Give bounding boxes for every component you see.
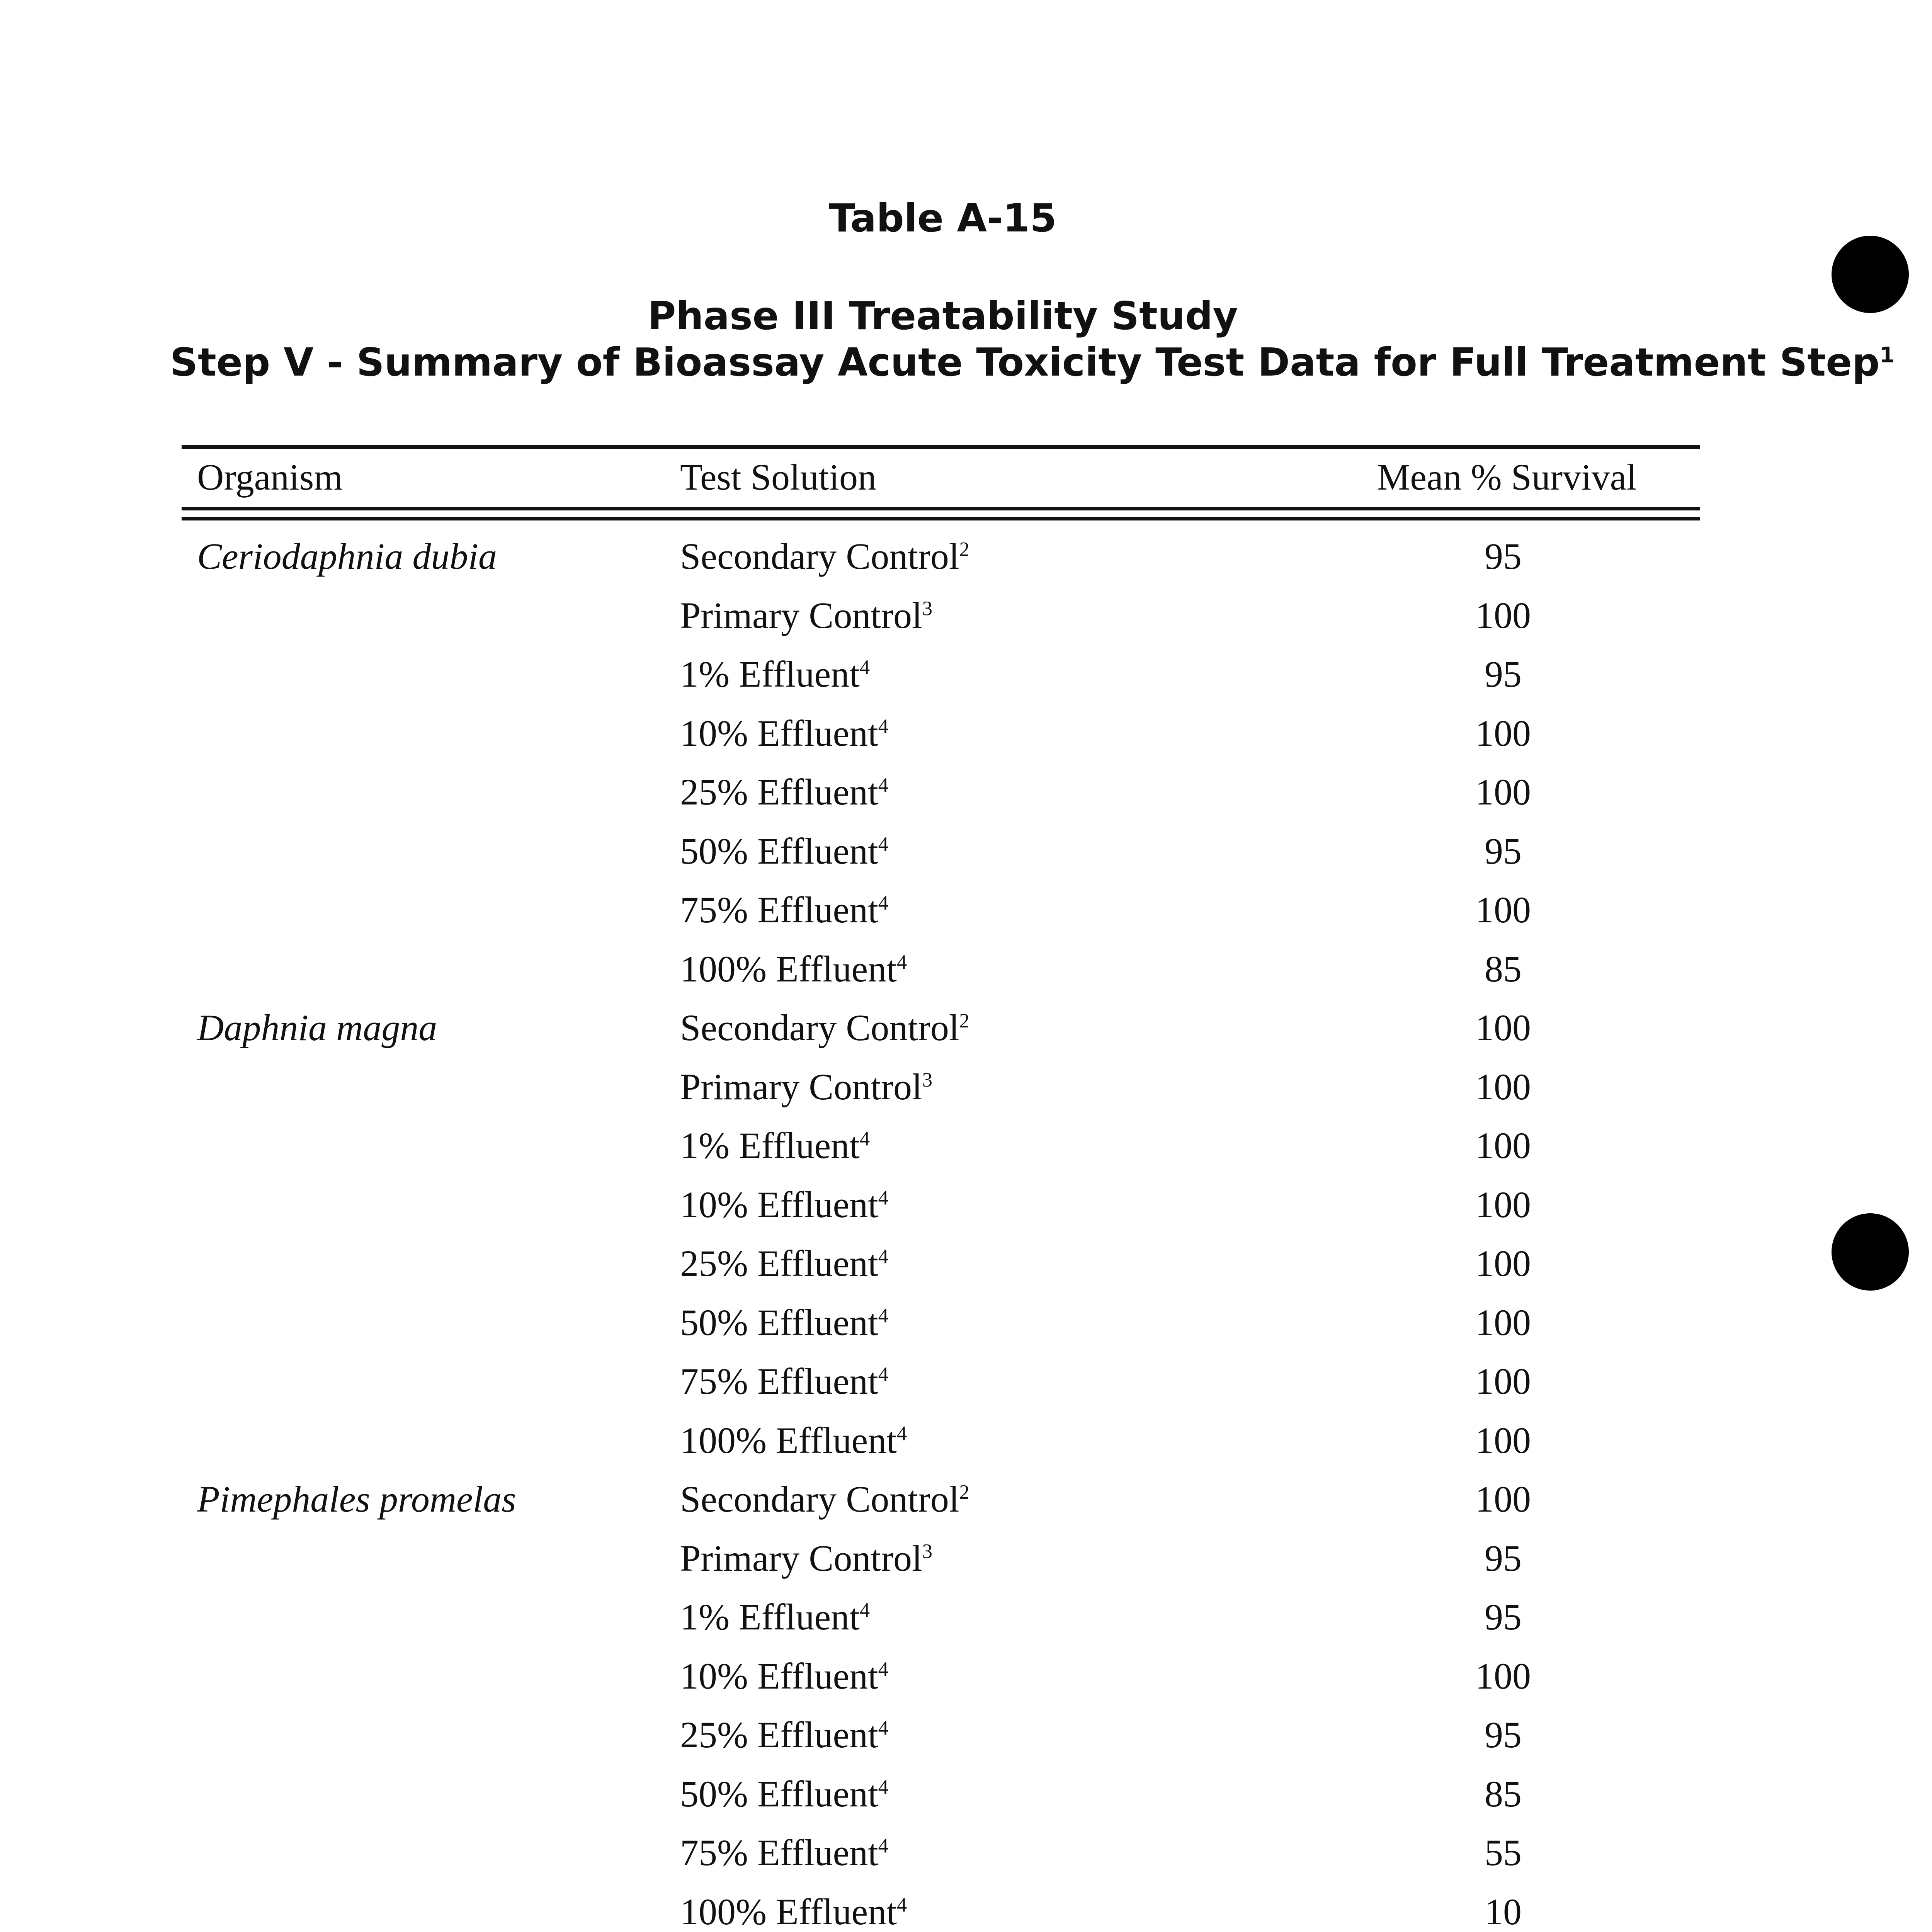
phase-title: Phase III Treatability Study (648, 293, 1238, 338)
table-number: Table A-15 (829, 196, 1057, 241)
test-solution-text: 50% Effluent (680, 830, 878, 872)
survival-cell: 95 (1485, 653, 1522, 695)
table-row (182, 649, 1700, 708)
table-row (182, 1238, 1700, 1298)
organism-cell: Daphnia magna (197, 1007, 437, 1048)
footnote-marker: 4 (896, 1893, 907, 1916)
table-row (182, 1474, 1700, 1533)
table-row (182, 885, 1700, 944)
test-solution-text: Secondary Control (680, 1007, 959, 1048)
footnote-marker: 4 (878, 1363, 889, 1386)
test-solution-text: Primary Control (680, 1537, 922, 1579)
footnote-marker: 4 (878, 1835, 889, 1857)
survival-cell: 95 (1485, 1714, 1522, 1755)
survival-cell: 100 (1475, 712, 1531, 754)
footnote-marker: 4 (878, 1186, 889, 1209)
test-solution-text: Secondary Control (680, 1478, 959, 1520)
column-header-test-solution: Test Solution (680, 456, 876, 498)
survival-cell: 95 (1485, 1596, 1522, 1638)
test-solution-cell (680, 1180, 888, 1230)
step-title (170, 338, 1895, 386)
survival-cell: 100 (1475, 1007, 1531, 1048)
test-solution-text: 1% Effluent (680, 1596, 860, 1638)
footnote-marker: 2 (959, 538, 969, 561)
test-solution-text: Primary Control (680, 1066, 922, 1107)
table-row (182, 1415, 1700, 1475)
survival-cell: 95 (1485, 536, 1522, 577)
footnote-marker: 4 (878, 1658, 889, 1680)
footnote-marker: 4 (878, 715, 889, 738)
test-solution-cell (680, 1474, 969, 1524)
test-solution-text: 10% Effluent (680, 712, 878, 754)
footnote-marker: 3 (922, 1068, 933, 1091)
test-solution-cell (680, 1710, 888, 1760)
table-row (182, 1887, 1700, 1932)
table-row (182, 1003, 1700, 1062)
table-row (182, 767, 1700, 826)
step-title-text: Step V - Summary of Bioassay Acute Toxicity Test Data for Full Treatment Step (170, 340, 1880, 385)
test-solution-text: 50% Effluent (680, 1301, 878, 1343)
test-solution-text: 50% Effluent (680, 1773, 878, 1815)
test-solution-cell (680, 1533, 932, 1583)
survival-cell: 100 (1475, 1478, 1531, 1520)
table-row (182, 1062, 1700, 1121)
footnote-marker: 2 (959, 1010, 969, 1032)
test-solution-cell (680, 1298, 888, 1348)
binder-hole (1832, 1213, 1909, 1291)
survival-cell: 85 (1485, 1773, 1522, 1815)
footnote-marker: 4 (878, 1245, 889, 1268)
test-solution-cell (680, 1769, 888, 1819)
table-row (182, 1651, 1700, 1710)
test-solution-cell (680, 1003, 969, 1053)
test-solution-text: 1% Effluent (680, 653, 860, 695)
survival-cell: 100 (1475, 1066, 1531, 1107)
footnote-marker: 4 (878, 774, 889, 796)
test-solution-text: 10% Effluent (680, 1184, 878, 1225)
test-solution-text: 1% Effluent (680, 1125, 860, 1166)
survival-cell: 100 (1475, 771, 1531, 813)
test-solution-cell (680, 708, 888, 759)
table-row (182, 590, 1700, 650)
survival-cell: 100 (1475, 1125, 1531, 1166)
test-solution-cell (680, 885, 888, 935)
table-row (182, 1298, 1700, 1357)
test-solution-cell (680, 1062, 932, 1112)
test-solution-text: 100% Effluent (680, 1891, 897, 1932)
title-block (170, 196, 1895, 386)
survival-cell: 55 (1485, 1832, 1522, 1873)
survival-cell: 100 (1475, 1184, 1531, 1225)
test-solution-cell (680, 1121, 870, 1171)
survival-cell: 100 (1475, 1301, 1531, 1343)
test-solution-cell (680, 531, 969, 582)
survival-cell: 100 (1475, 1655, 1531, 1697)
table-row (182, 1533, 1700, 1592)
table-top-rule (182, 445, 1700, 449)
test-solution-cell (680, 1238, 888, 1289)
test-solution-text: 100% Effluent (680, 1419, 897, 1461)
test-solution-text: 10% Effluent (680, 1655, 878, 1697)
footnote-marker: 3 (922, 1540, 933, 1563)
footnote-marker: 4 (859, 1128, 870, 1150)
survival-cell: 100 (1475, 1243, 1531, 1284)
footnote-marker: 4 (896, 1422, 907, 1445)
test-solution-text: 25% Effluent (680, 1243, 878, 1284)
test-solution-text: Primary Control (680, 594, 922, 636)
step-title-footnote-marker: 1 (1879, 342, 1895, 367)
test-solution-cell (680, 767, 888, 817)
table-row (182, 1180, 1700, 1239)
table-row (182, 944, 1700, 1003)
table-row (182, 531, 1700, 590)
test-solution-cell (680, 1651, 888, 1701)
binder-hole (1832, 236, 1909, 313)
table-row (182, 708, 1700, 767)
test-solution-cell (680, 1887, 907, 1932)
survival-cell: 100 (1475, 889, 1531, 930)
test-solution-cell (680, 944, 907, 994)
table-row (182, 1121, 1700, 1180)
survival-cell: 95 (1485, 830, 1522, 872)
survival-cell: 100 (1475, 594, 1531, 636)
column-header-organism: Organism (197, 456, 343, 498)
footnote-marker: 4 (878, 833, 889, 855)
table-row (182, 826, 1700, 885)
footnote-marker: 4 (878, 1776, 889, 1798)
test-solution-text: 25% Effluent (680, 771, 878, 813)
footnote-marker: 4 (878, 1304, 889, 1327)
survival-cell: 100 (1475, 1419, 1531, 1461)
footnote-marker: 4 (878, 892, 889, 914)
survival-cell: 95 (1485, 1537, 1522, 1579)
footnote-marker: 4 (859, 1599, 870, 1621)
header-rule (182, 507, 1700, 510)
footnote-marker: 4 (878, 1717, 889, 1739)
column-header-mean-survival: Mean % Survival (1377, 456, 1637, 498)
survival-cell: 10 (1485, 1891, 1522, 1932)
test-solution-cell (680, 1415, 907, 1466)
table-row (182, 1592, 1700, 1651)
table-body (182, 531, 1700, 1932)
test-solution-cell (680, 826, 888, 876)
footnote-marker: 4 (859, 656, 870, 679)
survival-cell: 100 (1475, 1361, 1531, 1402)
footnote-marker: 4 (896, 951, 907, 973)
test-solution-text: 100% Effluent (680, 948, 897, 990)
test-solution-cell (680, 649, 870, 699)
table-row (182, 1769, 1700, 1828)
footnote-marker: 3 (922, 597, 933, 620)
test-solution-cell (680, 1356, 888, 1406)
header-rule (182, 517, 1700, 520)
test-solution-cell (680, 1828, 888, 1878)
organism-cell: Ceriodaphnia dubia (197, 536, 497, 577)
test-solution-cell (680, 1592, 870, 1642)
table-row (182, 1710, 1700, 1769)
table-row (182, 1356, 1700, 1415)
test-solution-text: 75% Effluent (680, 1832, 878, 1873)
test-solution-text: Secondary Control (680, 536, 959, 577)
footnote-marker: 2 (959, 1481, 969, 1503)
test-solution-text: 25% Effluent (680, 1714, 878, 1755)
test-solution-cell (680, 590, 932, 641)
survival-cell: 85 (1485, 948, 1522, 990)
test-solution-text: 75% Effluent (680, 889, 878, 930)
test-solution-text: 75% Effluent (680, 1361, 878, 1402)
table-row (182, 1828, 1700, 1887)
organism-cell: Pimephales promelas (197, 1478, 516, 1520)
